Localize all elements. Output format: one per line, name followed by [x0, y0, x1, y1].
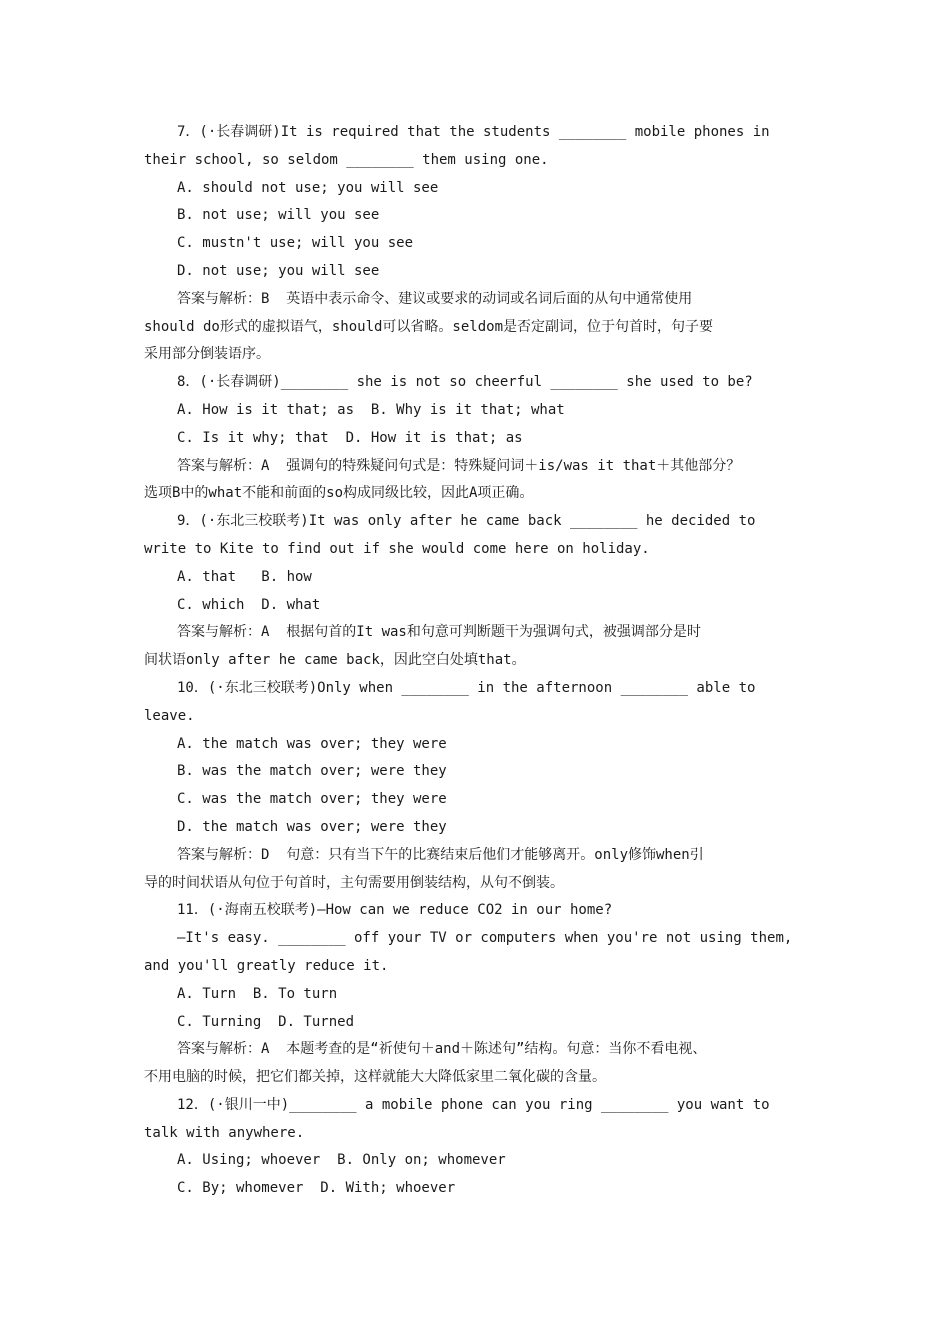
- text-line: A. Using; whoever B. Only on; whomever: [177, 1152, 506, 1169]
- text-line: 7．(·长春调研)It is required that the students ________ mobile phones in: [177, 124, 770, 140]
- text-line: C. Is it why; that D. How it is that; as: [177, 429, 523, 446]
- text-line: 10．(·东北三校联考)Only when ________ in the afternoon ________ able to: [177, 679, 756, 696]
- text-line: C. which D. what: [177, 596, 321, 613]
- text-line: C. mustn't use; will you see: [177, 235, 414, 252]
- text-line: 采用部分倒装语序。: [144, 346, 270, 363]
- text-line: A. should not use; you will see: [177, 179, 439, 196]
- text-line: C. By; whomever D. With; whoever: [177, 1180, 456, 1197]
- text-line: 9．(·东北三校联考)It was only after he came back ________ he decided to: [177, 513, 756, 530]
- text-line: 不用电脑的时候，把它们都关掉，这样就能大大降低家里二氧化碳的含量。: [144, 1069, 606, 1086]
- text-line: 选项B中的what不能和前面的so构成同级比较，因此A项正确。: [144, 485, 534, 502]
- text-line: 间状语only after he came back，因此空白处填that。: [144, 652, 526, 669]
- text-line: 答案与解析：A 根据句首的It was和句意可判断题干为强调句式，被强调部分是时: [177, 624, 701, 641]
- text-line: —It's easy. ________ off your TV or computers when you're not using them,: [177, 930, 793, 947]
- text-line: A. How is it that; as B. Why is it that; what: [177, 401, 565, 418]
- text-line: should do形式的虚拟语气，should可以省略。seldom是否定副词，位于句首时，句子要: [144, 318, 714, 335]
- text-line: and you'll greatly reduce it.: [144, 957, 389, 974]
- text-line: talk with anywhere.: [144, 1124, 305, 1141]
- document-page: [144, 119, 812, 1203]
- text-line: 8．(·长春调研)________ she is not so cheerful ________ she used to be?: [177, 374, 753, 391]
- text-line: A. Turn B. To turn: [177, 985, 338, 1002]
- text-line: 导的时间状语从句位于句首时，主句需要用倒装结构，从句不倒装。: [144, 874, 564, 891]
- text-line: leave.: [144, 707, 195, 724]
- text-line: D. the match was over; were they: [177, 818, 447, 835]
- text-line: 12．(·银川一中)________ a mobile phone can you ring ________ you want to: [177, 1096, 770, 1113]
- text-line: 答案与解析：A 本题考查的是“祈使句＋and＋陈述句”结构。句意：当你不看电视、: [177, 1041, 707, 1058]
- text-line: B. not use; will you see: [177, 207, 380, 224]
- text-line: C. was the match over; they were: [177, 791, 447, 808]
- text-line: B. was the match over; were they: [177, 763, 447, 780]
- text-line: write to Kite to find out if she would come here on holiday.: [144, 540, 650, 557]
- text-line: 答案与解析：A 强调句的特殊疑问句式是：特殊疑问词＋is/was it that＋其他部分？: [177, 457, 741, 474]
- text-line: A. the match was over; they were: [177, 735, 447, 752]
- text-line: 答案与解析：B 英语中表示命令、建议或要求的动词或名词后面的从句中通常使用: [177, 290, 693, 307]
- text-line: 答案与解析：D 句意：只有当下午的比赛结束后他们才能够离开。only修饰when引: [177, 846, 704, 863]
- text-line: A. that B. how: [177, 568, 312, 585]
- text-line: D. not use; you will see: [177, 262, 380, 279]
- text-line: their school, so seldom ________ them using one.: [144, 151, 549, 168]
- text-line: C. Turning D. Turned: [177, 1013, 355, 1030]
- text-line: 11．(·海南五校联考)—How can we reduce CO2 in our home?: [177, 902, 613, 919]
